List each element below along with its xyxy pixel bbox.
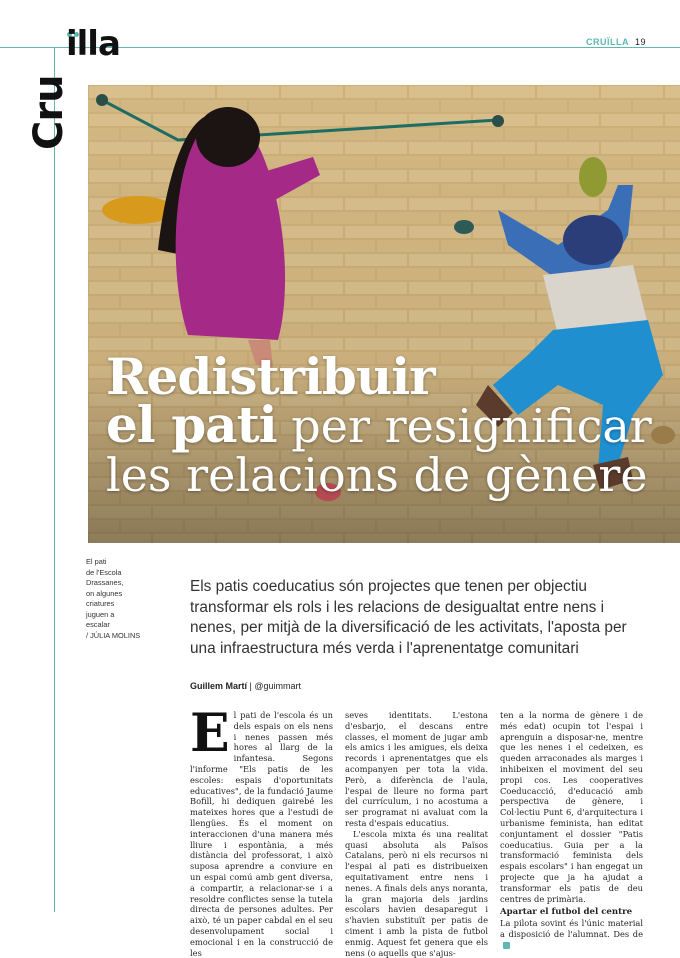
body-column-2: [345, 710, 488, 958]
section-label: CRUÏLLA: [585, 37, 629, 47]
caption-line: on algunes: [86, 588, 123, 598]
page-number: 19: [634, 37, 646, 47]
subheading: Apartar el futbol del centre: [500, 907, 633, 918]
caption-line: El pati: [86, 557, 107, 566]
headline-line-1: Redistribuir: [106, 347, 435, 406]
caption-line: Drassanes,: [86, 578, 124, 587]
body-text: l pati de l'escola és un dels espais on els nens i nenes passen més hores al llarg de la infantesa. Segons l'informe "Els patis de les escoles: espais d'oportunitats educatives", de la fundació Jaume Bofill, hi dediquen gairebé les mateixes hores que a l'estudi de llengües. És el moment on interaccionen d'una manera més lliure i espontània, a més distància del professorat, i això suposa aprendre a conviure en un espai comú amb gent diversa, a compartir, a relacionar-se i a resoldre conflictes sense la tutela directa de persones adultes. Per això, té un paper cabdal en el seu desenvolupament social i emocional i en la construcció de les: [190, 710, 333, 958]
body-paragraph: L'escola mixta és una realitat quasi absoluta als Països Catalans, però ni els recursos ni l'espai al pati es distribueixen equitativament entre nens i nenes. A finals dels anys noranta, la gran majoria dels jardins escolars havien desaparegut i s'havien substituït per patis de ciment i amb la pista de futbol enmig. Aquest fet genera que els nens (o aquells que s'ajus-: [345, 828, 488, 958]
logo-vertical: Cru: [26, 75, 72, 150]
photo-caption: [86, 557, 156, 641]
logo-horizontal: illa: [66, 24, 120, 64]
headline-line-2-bold: el pati: [106, 395, 277, 454]
body-paragraph: seves identitats. L'estona d'esbarjo, el descans entre classes, el moment de jugar amb els amics i les amigues, els deixa records i aprenentatges que els acompanyen per tota la vida. Però, a diferència de l'aula, l'espai de lleure no forma part del currículum, i no acostuma a ser programat ni avaluat com la resta d'espais educatius.: [345, 710, 488, 828]
headline: [106, 347, 666, 502]
author-handle: | @guimmart: [249, 681, 302, 691]
photo-credit: / JÚLIA MOLINS: [86, 630, 141, 640]
body-column-1: [190, 703, 333, 958]
drop-cap: E: [190, 703, 230, 764]
headline-line-3: les relacions de gènere: [106, 448, 648, 502]
headline-line-2-rest: per resignificar: [276, 399, 652, 453]
byline: [190, 681, 301, 691]
body-paragraph: La pilota sovint és l'únic material a disposició de l'alumnat. Des de: [500, 918, 643, 939]
caption-line: criatures: [86, 599, 115, 608]
standfirst: Els patis coeducatius són projectes que tenen per objectiu transformar els rols i les relacions de desigualtat entre nens i nenes, per mitjà de la diversificació de les activitats, l'aposta per una infraestructura més verda i l'aprenentatge comunitari: [190, 578, 627, 657]
caption-line: de l'Escola: [86, 567, 122, 577]
body-column-3: [500, 710, 643, 951]
author-name: Guillem Martí: [190, 681, 248, 691]
continue-arrow-icon: [503, 942, 510, 949]
left-rule: [54, 47, 55, 912]
body-paragraph: ten a la norma de gènere i de més edat) ocupin tot l'espai i aprenguin a disposar-ne, mentre que les nenes i el cedeixen, es queden arraconades als marges i inhibeixen el moviment del seu propi cos. Les cooperatives Coeducacció, d'educació amb perspectiva de gènere, i Col·lectiu Punt 6, d'arquitectura i urbanisme feminista, han editat conjuntament el dossier "Patis coeducatius. Guia per a la transformació feminista dels espais escolars" i han engegat un projecte que ja ha ajudat a transformar els patis de deu centres de primària.: [500, 710, 643, 904]
page-folio: [586, 37, 646, 47]
caption-line: escalar: [86, 620, 110, 629]
caption-line: juguen a: [86, 609, 115, 619]
